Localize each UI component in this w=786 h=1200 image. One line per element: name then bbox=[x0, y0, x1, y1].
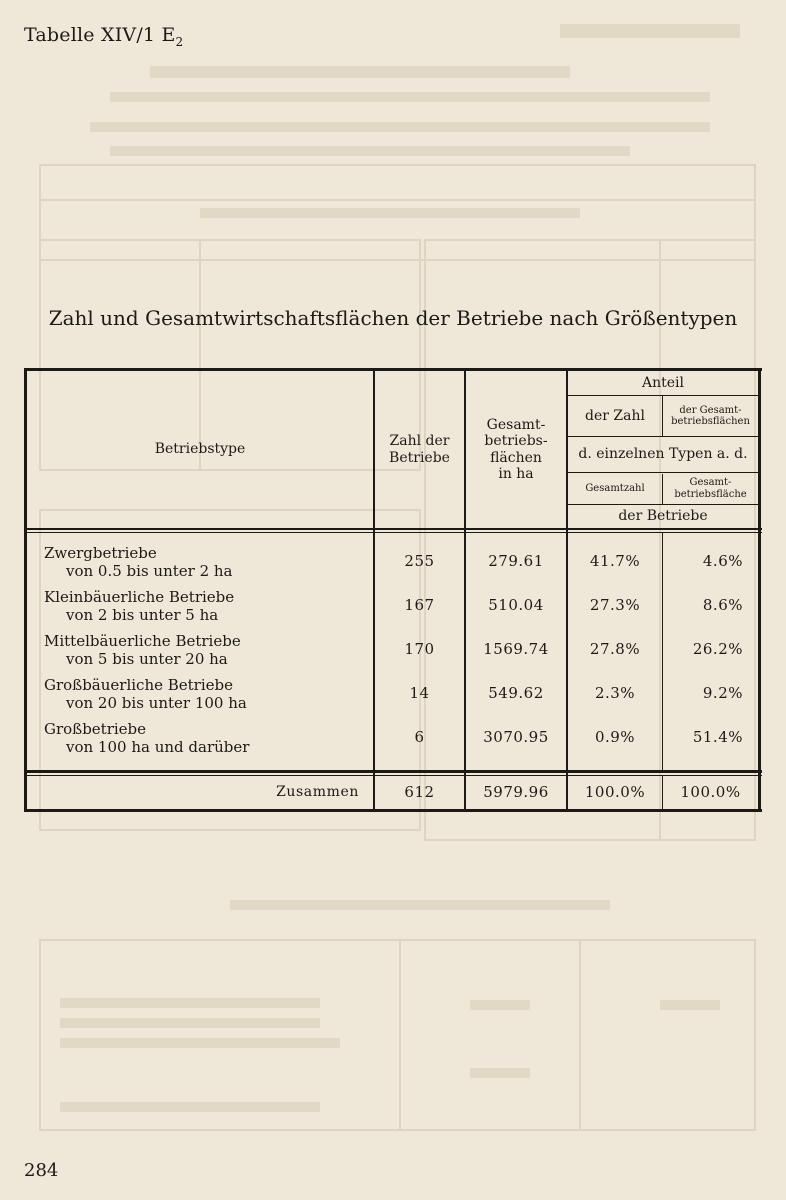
row-pct-area-small: 8.6% bbox=[702, 596, 743, 615]
col-header-of-farms: der Betriebe bbox=[618, 508, 708, 525]
col-header-share: Anteil bbox=[642, 374, 684, 391]
row-label-estate: Großbetriebe von 100 ha und darüber bbox=[44, 720, 250, 756]
row-count-medium: 170 bbox=[404, 640, 435, 659]
row-count-small: 167 bbox=[404, 596, 435, 615]
total-count: 612 bbox=[404, 782, 435, 801]
col-header-individual: d. einzelnen Typen a. d. bbox=[578, 446, 748, 463]
row-area-small: 510.04 bbox=[488, 596, 544, 615]
row-count-large: 14 bbox=[409, 684, 430, 703]
row-label-dwarf: Zwergbetriebe von 0.5 bis unter 2 ha bbox=[44, 544, 233, 580]
col-header-share-count: der Zahl bbox=[585, 407, 645, 424]
row-pct-area-large: 9.2% bbox=[702, 684, 743, 703]
col-header-area: Gesamt- betriebs- flächen in ha bbox=[484, 417, 548, 482]
row-pct-area-dwarf: 4.6% bbox=[702, 552, 743, 571]
row-label-small: Kleinbäuerliche Betriebe von 2 bis unter 5 ha bbox=[44, 588, 235, 624]
row-count-dwarf: 255 bbox=[404, 552, 435, 571]
table-border-right bbox=[758, 368, 761, 812]
total-pct-area: 100.0% bbox=[680, 782, 741, 801]
col-header-count: Zahl der Betriebe bbox=[389, 433, 450, 466]
page-number: 284 bbox=[24, 1160, 59, 1181]
table-identifier: Tabelle XIV/1 $E_2$ bbox=[24, 24, 184, 49]
col-header-total-count: Gesamtzahl bbox=[585, 482, 645, 494]
page-title: Zahl und Gesamtwirtschaftsflächen der Betriebe nach Größentypen bbox=[48, 306, 738, 330]
row-pct-count-large: 2.3% bbox=[594, 684, 636, 703]
table-border-bottom bbox=[24, 809, 762, 812]
data-table bbox=[24, 368, 762, 812]
row-pct-area-medium: 26.2% bbox=[692, 640, 743, 659]
col-header-share-area: der Gesamt- betriebsflächen bbox=[671, 404, 750, 427]
row-pct-count-estate: 0.9% bbox=[594, 728, 636, 747]
total-area: 5979.96 bbox=[483, 782, 549, 801]
row-pct-count-small: 27.3% bbox=[589, 596, 641, 615]
row-label-large: Großbäuerliche Betriebe von 20 bis unter 100 ha bbox=[44, 676, 247, 712]
row-count-estate: 6 bbox=[414, 728, 425, 747]
total-label: Zusammen bbox=[276, 784, 359, 801]
row-pct-count-dwarf: 41.7% bbox=[589, 552, 641, 571]
header-rule bbox=[24, 528, 762, 530]
col-header-total-area: Gesamt- betriebsfläche bbox=[674, 477, 747, 500]
header-rule-2 bbox=[24, 532, 762, 533]
row-area-dwarf: 279.61 bbox=[488, 552, 544, 571]
total-pct-count: 100.0% bbox=[584, 782, 646, 801]
row-area-medium: 1569.74 bbox=[483, 640, 549, 659]
totals-rule bbox=[24, 770, 762, 773]
row-pct-area-estate: 51.4% bbox=[692, 728, 743, 747]
row-pct-count-medium: 27.8% bbox=[589, 640, 641, 659]
row-area-large: 549.62 bbox=[488, 684, 544, 703]
row-area-estate: 3070.95 bbox=[483, 728, 549, 747]
col-header-type: Betriebstype bbox=[154, 441, 246, 458]
row-label-medium: Mittelbäuerliche Betriebe von 5 bis unter 20 ha bbox=[44, 632, 241, 668]
